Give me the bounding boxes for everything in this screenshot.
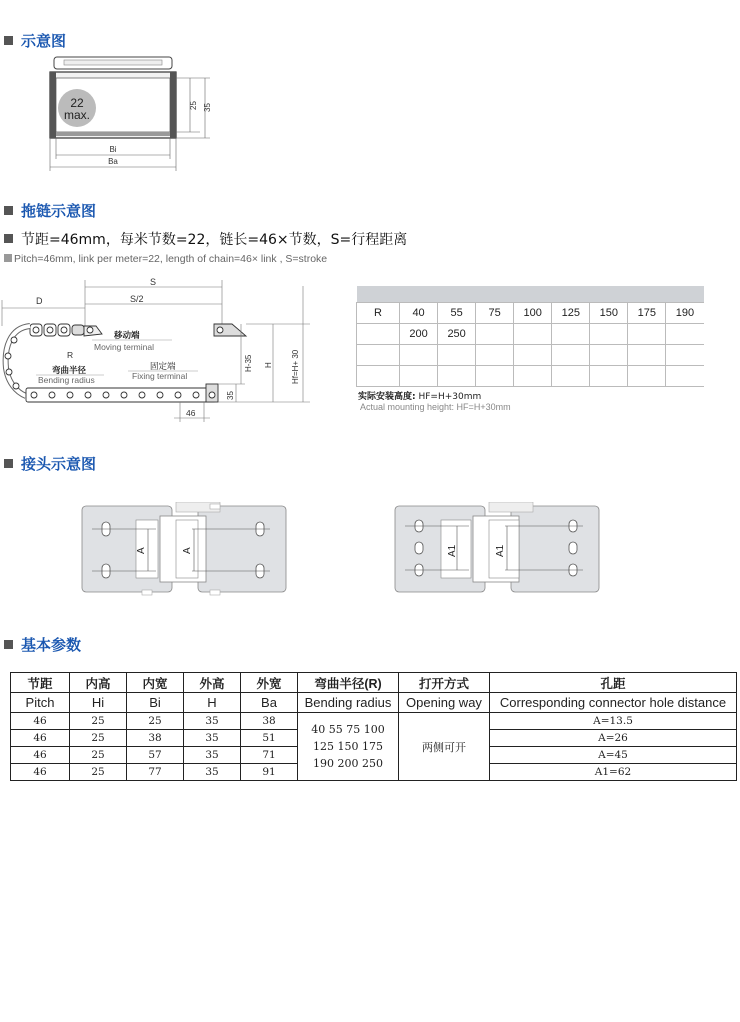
col-header: 内高 [70,673,127,693]
col-header-en: Corresponding connector hole distance [490,693,737,713]
mounting-height-en: Actual mounting height: HF=H+30mm [360,402,511,412]
col-header-en: Pitch [11,693,70,713]
bullet-square-icon [4,254,12,262]
connector-label-a-right: A [182,547,193,554]
connector-label-a1-right: A1 [495,544,506,557]
dim-d: D [36,296,43,306]
dim-35: 35 [226,391,235,400]
dim-h: H [264,362,273,368]
radius-table [356,286,704,387]
dim-25: 25 [189,101,198,110]
col-header-en: Bending radius [298,693,399,713]
radius-row-2 [357,324,704,345]
pitch-info-cn: 节距=46mm，每米节数=22，链长=46×节数，S=行程距离 [4,229,407,249]
opening-way-cell: 两侧可开 [399,713,490,781]
col-header: 外宽 [241,673,298,693]
connector-label-a-left: A [136,547,147,554]
col-header-en: Bi [127,693,184,713]
dim-46: 46 [186,408,196,418]
col-header-en: Ba [241,693,298,713]
chain-side-diagram [0,276,330,424]
dim-bi: Bi [109,145,117,154]
col-header: 内宽 [127,673,184,693]
radius-cell: 200 [400,324,438,345]
dim-s: S [150,277,157,287]
section-title-basic-params: 基本参数 [4,634,81,655]
dim-h-minus-35: H-35 [244,354,253,372]
params-table [10,672,737,781]
section-title-chain-schematic: 拖链示意图 [4,200,96,221]
params-header-en [11,693,737,713]
section-title-connector-schematic: 接头示意图 [4,453,96,474]
bending-radius-en: Bending radius [38,375,95,385]
col-header-en: Opening way [399,693,490,713]
radius-cell: 125 [552,303,590,324]
bending-radius-cn: 弯曲半径 [52,365,87,375]
radius-cell: 100 [514,303,552,324]
params-header-cn [11,673,737,693]
radius-cell: 175 [628,303,666,324]
max-label-line2: max. [63,108,91,122]
table-row: 46 25 57 35 71 A=45 [11,747,737,764]
col-header-en: H [184,693,241,713]
pitch-info-en: Pitch=46mm, link per meter=22, length of chain=46× link , S=stroke [4,253,327,265]
radius-cell: 75 [476,303,514,324]
bullet-square-icon [4,234,13,243]
col-header: 外高 [184,673,241,693]
section-title-schematic: 示意图 [4,30,66,51]
table-row: 46 25 25 35 38 40 55 75 100 125 150 175 190 200 250 两侧可开 A=13.5 [11,713,737,730]
radius-cell: 55 [438,303,476,324]
dim-hf: Hf=H+ 30 [291,349,300,384]
radius-cell: 150 [590,303,628,324]
mounting-height-cn: 实际安装高度: HF=H+30mm [358,392,482,402]
col-header: 打开方式 [399,673,490,693]
radius-cell: 40 [400,303,438,324]
bullet-square-icon [4,206,13,215]
connector-diagram-a1 [393,502,603,598]
radius-label-cell: R [357,303,400,324]
dim-35: 35 [203,103,212,112]
col-header: 弯曲半径(R) [298,673,399,693]
moving-terminal-cn: 移动端 [114,330,140,340]
radius-r-label: R [67,350,74,360]
moving-terminal-en: Moving terminal [94,342,154,352]
dim-s-half: S/2 [130,294,144,304]
connector-label-a1-left: A1 [447,544,458,557]
col-header: 孔距 [490,673,737,693]
radius-cell: 250 [438,324,476,345]
fixing-terminal-cn: 固定端 [150,361,176,371]
table-row: 46 25 77 35 91 A1=62 [11,764,737,781]
cross-section-diagram [40,54,230,179]
bullet-square-icon [4,640,13,649]
connector-diagram-a [80,502,290,598]
bullet-square-icon [4,36,13,45]
col-header: 节距 [11,673,70,693]
dim-ba: Ba [108,157,118,166]
radius-cell: 190 [666,303,704,324]
radius-row-1 [357,303,704,324]
col-header-en: Hi [70,693,127,713]
bending-radius-cell: 40 55 75 100 125 150 175 190 200 250 [298,713,399,781]
max-label-line1: 22 [70,96,84,110]
bullet-square-icon [4,459,13,468]
table-row: 46 25 38 35 51 A=26 [11,730,737,747]
fixing-terminal-en: Fixing terminal [132,371,188,381]
